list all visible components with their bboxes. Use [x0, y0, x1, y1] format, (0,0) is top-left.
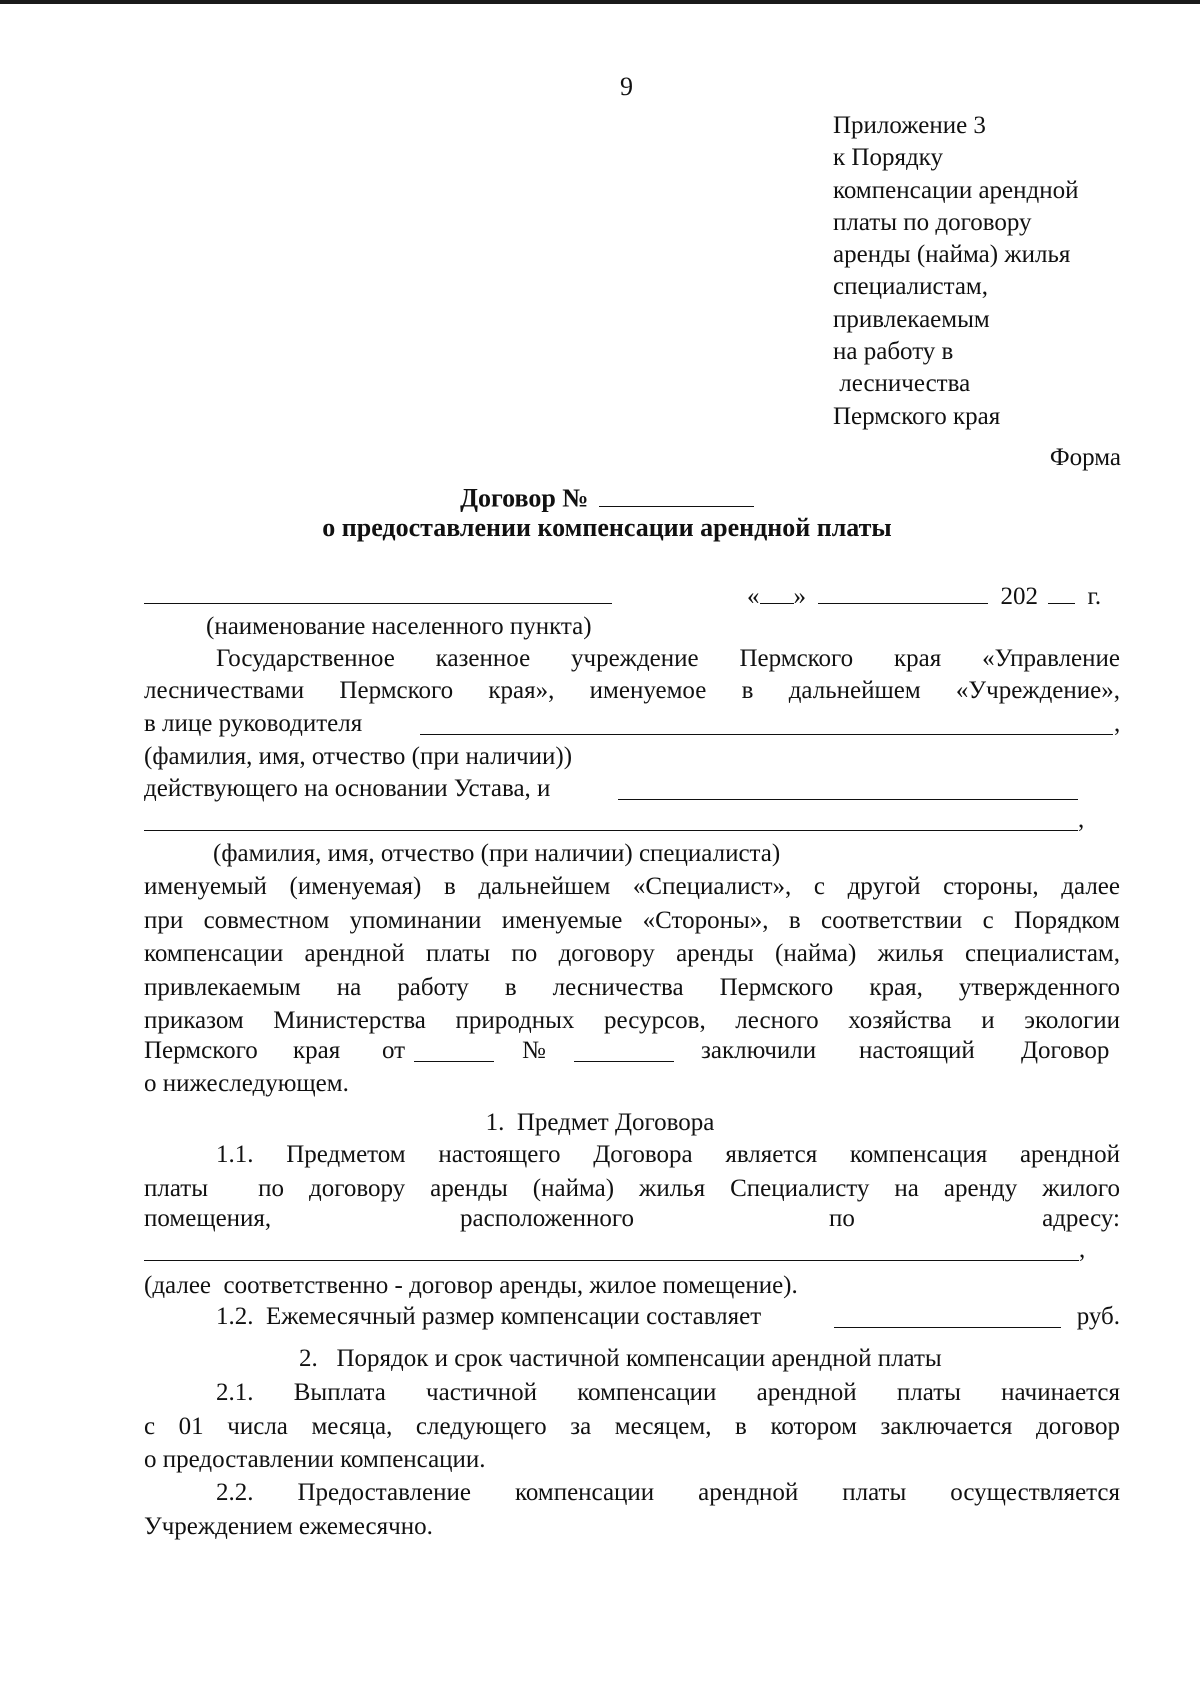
specialist-row [144, 775, 1120, 803]
quote-close: » [793, 582, 806, 610]
p11-word: помещения, [144, 1205, 272, 1232]
section1-heading: 1. Предмет Договора [485, 1109, 715, 1136]
section2-heading: 2. Порядок и срок частичной компенсации арендной платы [299, 1345, 942, 1372]
specialist-row-comma: , [1078, 806, 1085, 833]
p22-line: 2.2. Предоставление компенсации арендной платы осуществляется [216, 1479, 1120, 1506]
intro-body-line: при совместном упоминании именуемые «Стороны», в соответствии с Порядком [144, 906, 1120, 934]
day-blank [760, 579, 794, 604]
specialist-name-blank [618, 775, 1078, 800]
p12-unit: руб. [1076, 1303, 1120, 1330]
place-caption: (наименование населенного пункта) [206, 613, 592, 640]
order-word: от [382, 1037, 406, 1064]
p11-word: по [829, 1205, 855, 1232]
appendix-line: аренды (найма) жилья [833, 241, 1071, 269]
intro-line: лесничествами Пермского края», именуемое в дальнейшем «Учреждение», [144, 677, 1120, 704]
order-word: настоящий [859, 1037, 975, 1064]
order-word: № [522, 1037, 546, 1064]
contract-subtitle: о предоставлении компенсации арендной платы [322, 513, 892, 542]
intro-final-line: о нижеследующем. [144, 1070, 349, 1097]
contract-title [0, 481, 1200, 514]
appendix-line: Пермского края [833, 402, 1001, 430]
year-prefix: 202 [1000, 582, 1038, 610]
director-row [144, 710, 1120, 738]
p21-line: о предоставлении компенсации. [144, 1446, 486, 1473]
section2-p21 [144, 1376, 1120, 1477]
p12-text: 1.2. Ежемесячный размер компенсации составляет [216, 1303, 762, 1330]
quote-open: « [747, 582, 760, 610]
appendix-line: привлекаемым [833, 305, 990, 333]
appendix-line: к Порядку [833, 144, 943, 172]
appendix-line: Приложение 3 [833, 112, 986, 139]
contract-title-text: Договор № [460, 483, 589, 513]
appendix-line: лесничества [833, 370, 971, 398]
appendix-line: специалистам, [833, 273, 988, 301]
date-block [747, 579, 1101, 611]
p11-word: адресу: [1042, 1205, 1120, 1232]
year-suffix: г. [1087, 582, 1102, 610]
specialist-caption: (фамилия, имя, отчество (при наличии) специалиста) [213, 840, 781, 867]
intro-line: Государственное казенное учреждение Пермского края «Управление [216, 645, 1120, 672]
order-number-blank [574, 1037, 674, 1062]
contract-number-blank [599, 481, 754, 507]
month-blank [818, 579, 988, 604]
intro-body-line: именуемый (именуемая) в дальнейшем «Специалист», с другой стороны, далее [144, 873, 1120, 900]
p21-line: 2.1. Выплата частичной компенсации арендной платы начинается [216, 1379, 1120, 1406]
p11-word: расположенного [460, 1205, 635, 1232]
appendix-line: компенсации арендной [833, 176, 1079, 204]
page-number: 9 [620, 72, 633, 101]
order-word: заключили [701, 1037, 817, 1064]
appendix-line: платы по договору [833, 208, 1032, 236]
address-blank [144, 1236, 1079, 1261]
director-label: в лице руководителя [144, 710, 363, 737]
section1-p11 [144, 1138, 1120, 1205]
section2-p22 [144, 1476, 1120, 1543]
p21-line: с 01 числа месяца, следующего за месяцем, в котором заключается договор [144, 1412, 1120, 1440]
p11-line: 1.1. Предметом настоящего Договора является компенсация арендной [216, 1141, 1120, 1168]
appendix-block [833, 110, 1173, 433]
year-blank [1048, 579, 1075, 604]
p11-line: платы по договору аренды (найма) жилья Специалисту на аренду жилого [144, 1174, 1120, 1202]
place-blank [144, 579, 612, 604]
director-caption: (фамилия, имя, отчество (при наличии)) [144, 743, 573, 770]
address-blank-comma: , [1079, 1236, 1086, 1263]
intro-body-line: привлекаемым на работу в лесничества Пермского края, утвержденного [144, 973, 1120, 1001]
intro-body [144, 870, 1120, 1038]
p22-line: Учреждением ежемесячно. [144, 1512, 433, 1540]
director-name-blank [420, 710, 1113, 735]
order-word: края [293, 1037, 341, 1064]
appendix-line: на работу в [833, 338, 954, 366]
order-word: Договор [1021, 1037, 1110, 1064]
charter-label: действующего на основании Устава, и [144, 775, 551, 802]
p11-after: (далее соответственно - договор аренды, жилое помещение). [144, 1272, 798, 1299]
scan-edge-line [0, 0, 1200, 4]
specialist-name-blank-2 [144, 806, 1078, 831]
order-date-blank [414, 1037, 494, 1062]
order-word: Пермского [144, 1037, 258, 1064]
intro-body-line: компенсации арендной платы по договору аренды (найма) жилья специалистам, [144, 940, 1120, 967]
intro-body-line: приказом Министерства природных ресурсов, лесного хозяйства и экологии [144, 1007, 1120, 1034]
director-row-comma: , [1114, 710, 1121, 737]
compensation-amount-blank [834, 1303, 1061, 1328]
form-label: Форма [1049, 444, 1121, 471]
